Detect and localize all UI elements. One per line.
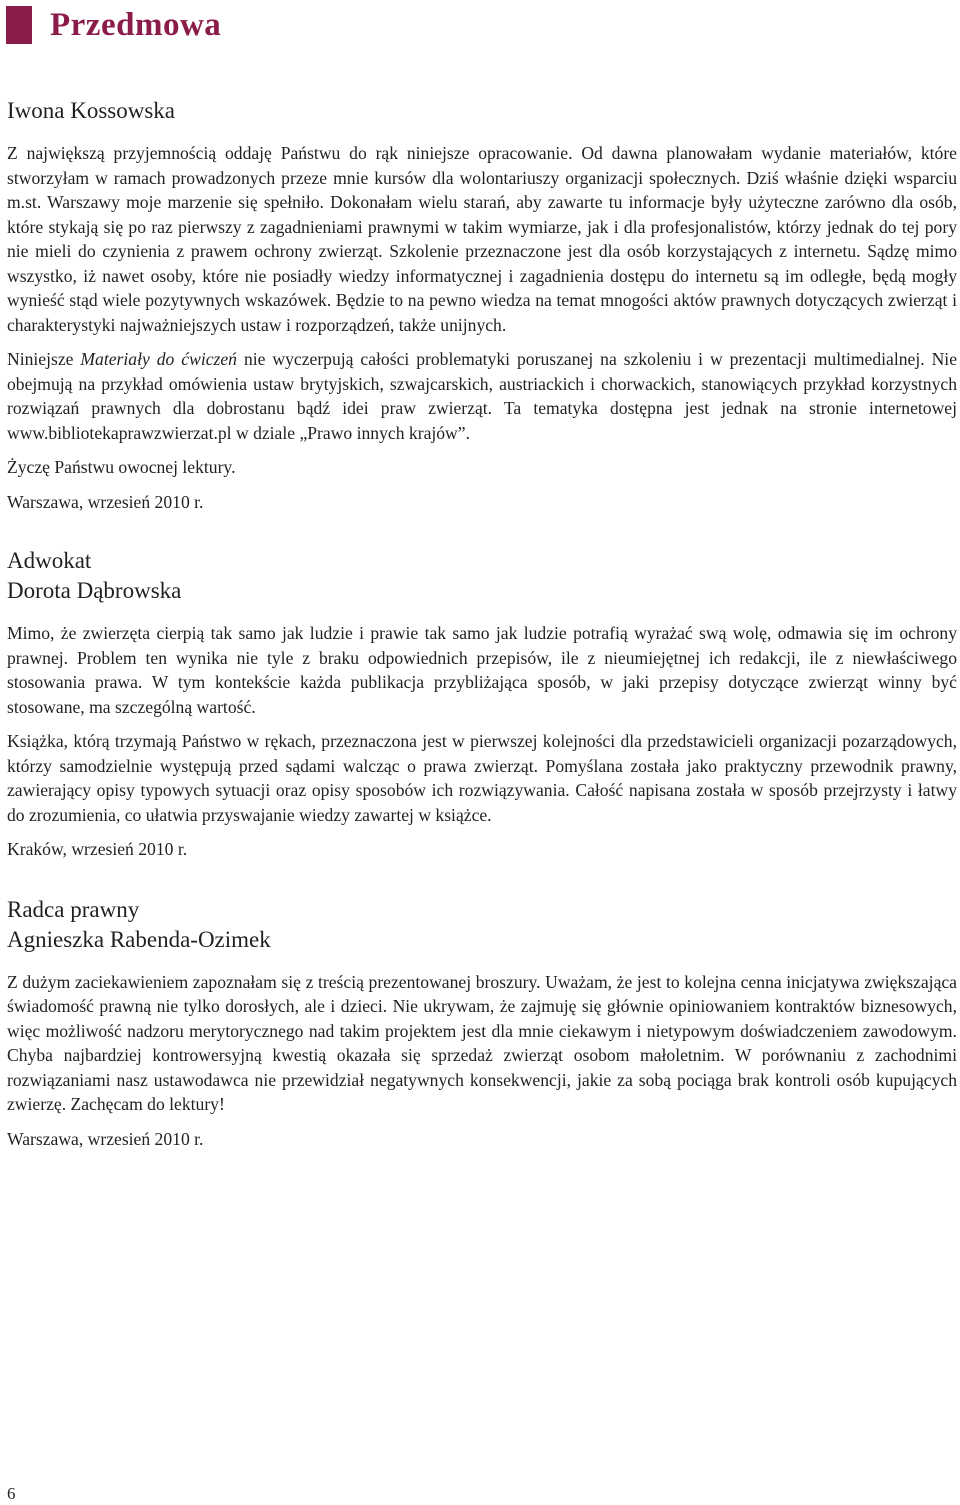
page-number: 6	[7, 1484, 16, 1503]
paragraph: Z dużym zaciekawieniem zapoznałam się z treścią prezentowanej broszury. Uważam, że jest to kolejna cenna inicjatywa zwiększająca świadomość prawną nie tylko dorosłych, ale i dzieci. Nie ukrywam, że zajmuję się głównie opiniowaniem kontraktów biznesowych, więc możliwość nadzoru merytorycznego nad takim projektem jest dla mnie ciekawym i nietypowym doświadczeniem zawodowym. Chyba najbardziej kontrowersyjną kwestią okazała się sprzedaż zwierząt osobom małoletnim. W porównaniu z zachodnimi rozwiązaniami nasz ustawodawca nie przewidział negatywnych konsekwencji, jakie za sobą pociąga brak kontroli osób kupujących zwierzę. Zachęcam do lektury!	[7, 971, 957, 1114]
preface-section-kossowska	[7, 96, 957, 514]
author-heading	[7, 546, 957, 606]
author-title: Radca prawny	[7, 896, 140, 922]
preface-section-dabrowska	[7, 546, 957, 862]
author-title: Adwokat	[7, 548, 92, 573]
signature-place-date: Warszawa, wrzesień 2010 r.	[7, 1128, 204, 1149]
paragraph	[7, 347, 957, 445]
paragraph: Mimo, że zwierzęta cierpią tak samo jak ludzie i prawie tak samo jak ludzie potrafią wyrażać swą wolę, odmawia się im ochrony prawnej. Problem ten wynika nie tyle z braku odpowiednich przepisów, ile z nieumiejętnej ich redakcji, ile z niewłaściwego stosowania prawa. W tym kontekście każda publikacja przybliżająca sposób, w jaki przepisy dotyczące zwierząt winny być stosowane, ma szczególną wartość.	[7, 623, 957, 717]
text-run: Niniejsze	[7, 349, 81, 369]
paragraph: Z największą przyjemnością oddaję Państwu do rąk niniejsze opracowanie. Od dawna planowałam wydanie materiałów, które stworzyłam w ramach prowadzonych przeze mnie kursów dla wolontariuszy organizacji społecznych. Dziś właśnie dzięki wsparciu m.st. Warszawy moje marzenie się spełniło. Dokonałam wielu starań, aby zawarte tu informacje były użyteczne zarówno dla osób, które stykają się po raz pierwszy z zagadnieniami prawnymi w takim wymiarze, jak i dla profesjonalistów, którzy jednak do tej pory nie mieli do czynienia z prawem ochrony zwierząt. Szkolenie przeznaczone jest dla osób korzystających z internetu. Sądzę mimo wszystko, iż nawet osoby, które nie posiadły wiedzy informatycznej i zagadnienia dostępu do internetu są im odległe, będą mogły wynieść stąd wiele pozytywnych wskazówek. Będzie to na pewno wiedza na temat mnogości aktów prawnych dotyczących zwierząt i charakterystyki najważniejszych ustaw i rozporządzeń, także unijnych.	[7, 143, 957, 335]
author-name: Iwona Kossowska	[7, 98, 176, 123]
italic-title: Materiały do ćwiczeń	[80, 349, 237, 369]
text-run: nie wyczerpują całości problematyki poruszanej na szkoleniu i w prezentacji multimedialnej. Nie obejmują na przykład omówienia ustaw brytyjskich, szwajcarskich, austriackich i chorwackich, stanowiących przykład korzystnych rozwiązań prawnych dla dobrostanu bądź idei praw zwierząt. Ta tematyka dostępna jest jednak na stronie internetowej www.bibliotekaprawzwierzat.pl w dziale „Prawo innych krajów”.	[7, 349, 957, 443]
author-heading	[7, 895, 957, 955]
page-title: Przedmowa	[50, 6, 222, 43]
signature-place-date: Warszawa, wrzesień 2010 r.	[7, 491, 204, 512]
preface-content	[7, 96, 957, 1161]
author-name: Agnieszka Rabenda-Ozimek	[7, 926, 271, 952]
signature-place-date: Kraków, wrzesień 2010 r.	[7, 839, 188, 859]
header-accent-bar	[6, 6, 32, 44]
paragraph: Życzę Państwu owocnej lektury.	[7, 457, 236, 477]
page-header	[6, 6, 221, 44]
preface-section-rabenda-ozimek	[7, 895, 957, 1152]
author-heading	[7, 96, 957, 126]
paragraph: Książka, którą trzymają Państwo w rękach, przeznaczona jest w pierwszej kolejności dla przedstawicieli organizacji pozarządowych, którzy samodzielnie występują przed sądami walcząc o prawa zwierząt. Pomyślana została jako praktyczny przewodnik prawny, zawierający opisy typowych sytuacji oraz opisy sposobów ich rozwiązywania. Całość napisana została w sposób przejrzysty i łatwy do zrozumienia, co ułatwia przyswajanie wiedzy zawartej w książce.	[7, 731, 957, 825]
author-name: Dorota Dąbrowska	[7, 578, 182, 603]
